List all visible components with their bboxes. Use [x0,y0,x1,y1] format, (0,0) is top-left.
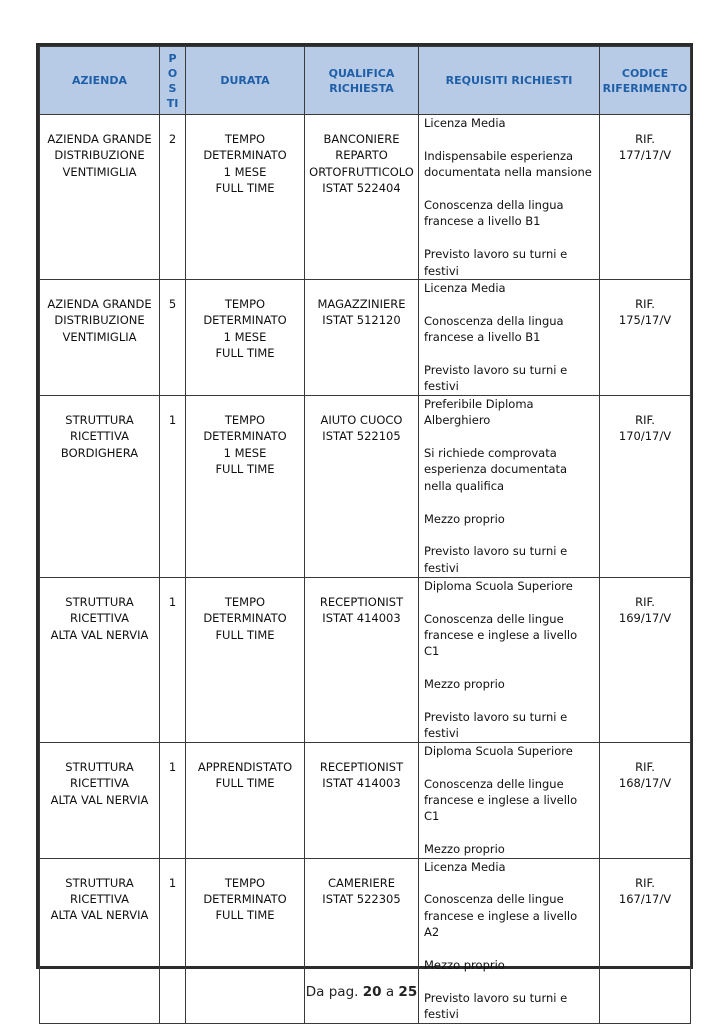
requisito: Conoscenza delle lingue francese e inglese a livello C1 [424,611,578,659]
table-row [40,577,691,742]
durata-line: TEMPO [224,412,266,427]
cell-qualifica [305,742,419,858]
header-requisiti: REQUISITI RICHIESTI [419,47,600,115]
cell-posti: 1 [160,742,186,858]
requisito: Licenza Media [424,859,506,874]
table-row [40,280,691,396]
cell-qualifica [305,577,419,742]
requisito: Conoscenza della lingua francese a livello B1 [424,198,564,229]
azienda-line: ALTA VAL NERVIA [50,792,149,807]
azienda-line: RICETTIVA [70,776,129,791]
header-codice: CODICE RIFERIMENTO [600,47,691,115]
cell-qualifica [305,395,419,577]
cell-durata [186,395,305,577]
durata-line: FULL TIME [215,181,275,196]
durata-line: TEMPO [224,594,266,609]
cell-posti: 1 [160,395,186,577]
qualifica-line: ISTAT 522105 [322,429,401,444]
durata-line: DETERMINATO [203,148,287,163]
cell-requisiti [419,577,600,742]
footer-prefix: Da pag. [305,984,359,1000]
azienda-line: AZIENDA GRANDE [47,132,152,146]
cell-codice [600,115,691,280]
codice-line: 169/17/V [618,611,672,626]
codice-line: 170/17/V [618,429,672,444]
durata-line: DETERMINATO [203,313,287,328]
cell-durata [186,742,305,858]
header-posti: P O S TI [160,47,186,115]
cell-qualifica [305,115,419,280]
azienda-line: RICETTIVA [70,611,129,626]
durata-line: FULL TIME [215,908,275,923]
durata-line: 1 MESE [223,445,267,460]
cell-codice [600,577,691,742]
codice-line: 167/17/V [618,892,672,907]
cell-codice [600,395,691,577]
requisito: Diploma Scuola Superiore [424,578,573,593]
azienda-line: STRUTTURA [65,759,134,774]
durata-line: TEMPO [224,297,266,312]
qualifica-line: ISTAT 522404 [322,181,401,196]
header-qualifica: QUALIFICA RICHIESTA [305,47,419,115]
qualifica-line: REPARTO [335,148,388,163]
requisito: Conoscenza della lingua francese a livello B1 [424,313,564,345]
cell-qualifica [305,280,419,396]
qualifica-line: ISTAT 414003 [322,611,401,626]
azienda-line: BORDIGHERA [60,445,139,460]
footer-to-page: 25 [398,984,418,1000]
azienda-line: STRUTTURA [65,875,134,890]
cell-codice [600,280,691,396]
durata-line: 1 MESE [223,329,267,344]
azienda-line: DISTRIBUZIONE [54,313,145,328]
qualifica-line: CAMERIERE [328,875,395,890]
requisito: Mezzo proprio [424,842,505,857]
azienda-line: ALTA VAL NERVIA [50,908,149,923]
qualifica-line: ISTAT 512120 [322,313,401,328]
qualifica-line: MAGAZZINIERE [317,297,406,312]
durata-line: APPRENDISTATO [197,759,293,774]
cell-requisiti [419,115,600,280]
cell-requisiti [419,395,600,577]
durata-line: FULL TIME [215,462,275,477]
codice-line: 168/17/V [618,776,672,791]
codice-line: RIF. [635,412,655,427]
requisito: Previsto lavoro su turni e festivi [424,990,568,1022]
requisito: Licenza Media [424,281,506,296]
durata-line: FULL TIME [215,627,275,642]
codice-line: 175/17/V [618,313,672,328]
cell-durata [186,577,305,742]
cell-posti: 5 [160,280,186,396]
durata-line: FULL TIME [215,346,275,361]
codice-line: RIF. [635,132,655,146]
azienda-line: STRUTTURA [65,594,134,609]
cell-durata [186,280,305,396]
qualifica-line: ISTAT 414003 [322,776,401,791]
durata-line: TEMPO [224,875,266,890]
requisito: Previsto lavoro su turni e festivi [424,710,568,741]
requisito: Previsto lavoro su turni e festivi [424,247,568,278]
cell-azienda [40,742,160,858]
cell-azienda [40,280,160,396]
codice-line: RIF. [635,875,655,890]
requisito: Mezzo proprio [424,958,505,973]
header-azienda: AZIENDA [40,47,160,115]
footer-from-page: 20 [362,984,382,1000]
durata-line: DETERMINATO [203,611,287,626]
table-row [40,395,691,577]
requisito: Conoscenza delle lingue francese e inglese a livello A2 [424,892,578,940]
cell-codice [600,742,691,858]
cell-requisiti [419,742,600,858]
footer-separator: a [385,984,395,1000]
azienda-line: VENTIMIGLIA [62,329,137,344]
table-body [40,115,691,1024]
durata-line: FULL TIME [215,776,275,791]
requisito: Licenza Media [424,116,506,130]
requisito: Previsto lavoro su turni e festivi [424,363,568,394]
durata-line: TEMPO [224,132,266,146]
page-range-footer [0,984,723,1000]
cell-posti: 1 [160,858,186,1023]
azienda-line: STRUTTURA [65,412,134,427]
qualifica-line: RECEPTIONIST [319,594,404,609]
requisito: Si richiede comprovata esperienza documentata nella qualifica [424,446,568,493]
cell-azienda [40,395,160,577]
header-durata: DURATA [186,47,305,115]
table-header-row [40,47,691,115]
job-offers-table [39,46,691,1024]
cell-posti: 1 [160,577,186,742]
requisito: Previsto lavoro su turni e festivi [424,544,568,575]
durata-line: DETERMINATO [203,429,287,444]
requisito: Conoscenza delle lingue francese e inglese a livello C1 [424,776,578,824]
qualifica-line: RECEPTIONIST [319,759,404,774]
table-row [40,742,691,858]
cell-azienda [40,577,160,742]
codice-line: 177/17/V [618,148,672,163]
codice-line: RIF. [635,297,655,312]
codice-line: RIF. [635,759,655,774]
requisito: Preferibile Diploma Alberghiero [424,396,534,428]
requisito: Indispensabile esperienza documentata nella mansione [424,148,592,180]
azienda-line: RICETTIVA [70,892,129,907]
requisito: Diploma Scuola Superiore [424,743,573,758]
cell-durata [186,115,305,280]
cell-posti: 2 [160,115,186,280]
cell-requisiti [419,280,600,396]
durata-line: DETERMINATO [203,892,287,907]
codice-line: RIF. [635,594,655,609]
qualifica-line: AIUTO CUOCO [320,412,403,427]
durata-line: 1 MESE [223,164,267,179]
cell-azienda [40,115,160,280]
table-row [40,115,691,280]
qualifica-line: BANCONIERE [323,132,400,146]
azienda-line: VENTIMIGLIA [62,164,137,179]
qualifica-line: ISTAT 522305 [322,892,401,907]
azienda-line: DISTRIBUZIONE [54,148,145,163]
requisito: Mezzo proprio [424,511,505,526]
azienda-line: ALTA VAL NERVIA [50,627,149,642]
azienda-line: AZIENDA GRANDE [47,297,152,312]
requisito: Mezzo proprio [424,677,505,692]
qualifica-line: ORTOFRUTTICOLO [309,164,414,179]
azienda-line: RICETTIVA [70,429,129,444]
